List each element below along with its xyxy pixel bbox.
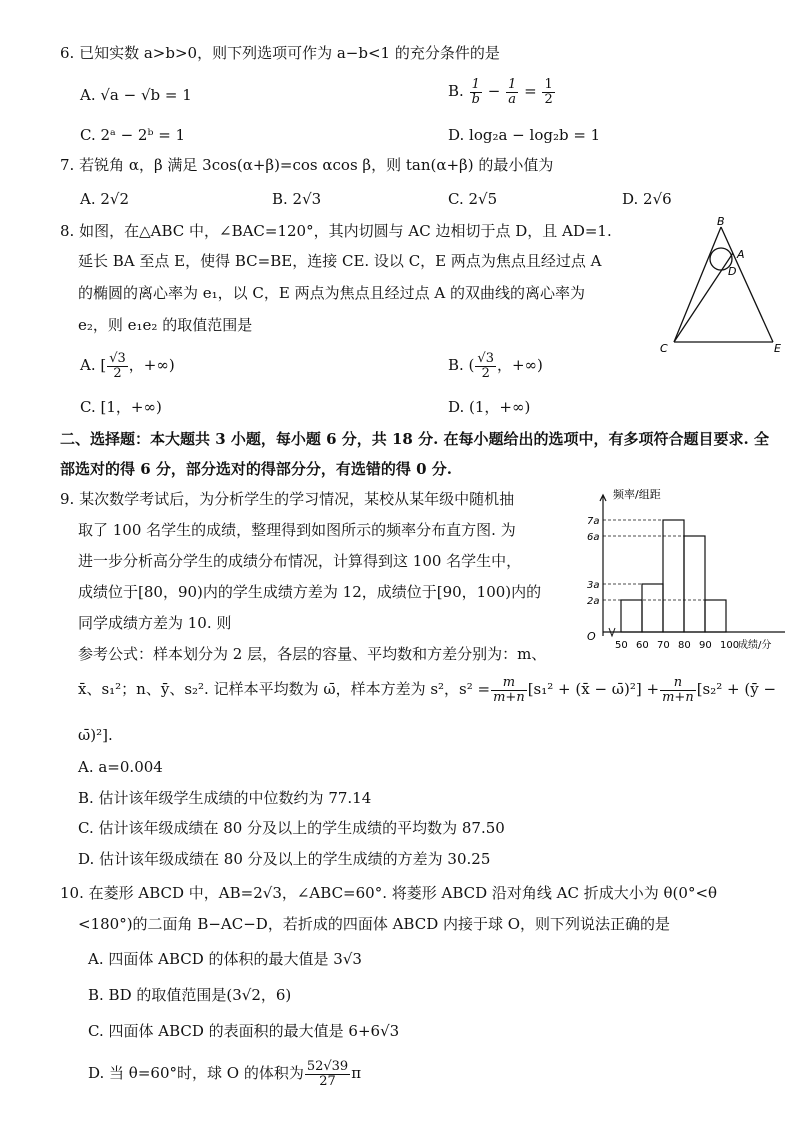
histogram-axes — [600, 495, 785, 636]
q6-option-a: A. √a − √b = 1 — [80, 86, 192, 104]
q9-line-7: x̄、s₁²；n、ȳ、s₂². 记样本平均数为 ω̄，样本方差为 s²，s² = $\frac{m}{m+n}$ [s₁² + (x̄ − ω̄)²] + $\frac{n}{m+n}$ [s₂² + (ȳ − — [78, 675, 777, 705]
histogram-bar — [663, 520, 684, 632]
histogram-bar — [642, 584, 663, 632]
q10-line-2: <180°)的二面角 B−AC−D，若折成的四面体 ABCD 内接于球 O，则下列说法正确的是 — [78, 915, 671, 933]
histogram-bars — [621, 520, 726, 632]
histogram-bar — [621, 600, 642, 632]
q10-option-a: A. 四面体 ABCD 的体积的最大值是 3√3 — [88, 950, 362, 968]
q8-option-b: B. ( $\frac{√3}{2}$ ，+∞) — [448, 351, 543, 381]
q10-option-b: B. BD 的取值范围是(3√2，6) — [88, 986, 292, 1004]
q7-stem: 7. 若锐角 α，β 满足 3cos(α+β)=cos αcos β，则 tan(α+β) 的最小值为 — [60, 156, 554, 174]
label-b: B — [717, 215, 725, 228]
segment-be — [721, 227, 773, 342]
q9-option-b: B. 估计该年级学生成绩的中位数约为 77.14 — [78, 789, 372, 807]
section2-line-2: 部选对的得 6 分，部分选对的得部分分，有选错的得 0 分. — [60, 460, 452, 478]
y-tick-label: 6a — [587, 532, 600, 543]
section2-line-1: 二、选择题：本大题共 3 小题，每小题 6 分，共 18 分. 在每小题给出的选项中，有多项符合题目要求. 全 — [60, 430, 769, 448]
q8-line-1: 8. 如图，在△ABC 中，∠BAC=120°，其内切圆与 AC 边相切于点 D，且 AD=1. — [60, 222, 612, 240]
q10-option-c: C. 四面体 ABCD 的表面积的最大值是 6+6√3 — [88, 1022, 400, 1040]
q8-option-d: D. (1，+∞) — [448, 398, 531, 416]
x-tick-label: 100 — [720, 640, 740, 651]
q8-line-2: 延长 BA 至点 E，使得 BC=BE，连接 CE. 设以 C，E 两点为焦点且经过点 A — [78, 252, 602, 270]
q8-line-4: e₂，则 e₁e₂ 的取值范围是 — [78, 316, 253, 334]
q8-option-c: C. [1，+∞) — [80, 398, 162, 416]
q9-option-d: D. 估计该年级成绩在 80 分及以上的学生成绩的方差为 30.25 — [78, 850, 491, 868]
q9-line-5: 同学成绩方差为 10. 则 — [78, 614, 232, 632]
segment-ca — [674, 253, 733, 342]
x-tick-label: 80 — [678, 640, 691, 651]
q10-line-1: 10. 在菱形 ABCD 中，AB=2√3，∠ABC=60°. 将菱形 ABCD 沿对角线 AC 折成大小为 θ(0°<θ — [60, 884, 718, 902]
q10-option-d: D. 当 θ=60°时，球 O 的体积为 $\frac{52√39}{27}$ π — [88, 1059, 362, 1089]
y-tick-label: 7a — [587, 516, 600, 527]
q8-triangle-figure — [650, 215, 790, 355]
histogram-labels — [587, 487, 771, 651]
q7-option-b: B. 2√3 — [272, 190, 322, 208]
q9-option-a: A. a=0.004 — [78, 758, 163, 776]
q9-line-6: 参考公式：样本划分为 2 层，各层的容量、平均数和方差分别为：m、 — [78, 645, 547, 663]
label-d: D — [728, 265, 737, 278]
x-tick-label: 90 — [699, 640, 712, 651]
y-tick-label: 2a — [587, 596, 600, 607]
q8-line-3: 的椭圆的离心率为 e₁，以 C，E 两点为焦点且经过点 A 的双曲线的离心率为 — [78, 284, 585, 302]
segment-bc — [674, 227, 721, 342]
origin-label: O — [587, 630, 596, 643]
q9-histogram — [585, 484, 790, 664]
q9-line-4: 成绩位于[80，90)内的学生成绩方差为 12，成绩位于[90，100)内的 — [78, 583, 542, 601]
histogram-bar — [705, 600, 726, 632]
q6-option-c: C. 2ᵃ − 2ᵇ = 1 — [80, 126, 186, 144]
q9-line-8: ω̄)²]. — [78, 726, 113, 744]
label-e: E — [774, 342, 781, 355]
q9-option-c: C. 估计该年级成绩在 80 分及以上的学生成绩的平均数为 87.50 — [78, 819, 505, 837]
q6-option-b: B. $\frac{1}{b}$ − $\frac{1}{a}$ = $\frac{1}{2}$ — [448, 77, 553, 107]
q8-option-a: A. [ $\frac{√3}{2}$ ，+∞) — [80, 351, 175, 381]
q6-option-d: D. log₂a − log₂b = 1 — [448, 126, 601, 144]
label-a: A — [737, 248, 745, 261]
y-tick-label: 3a — [587, 580, 600, 591]
q6-stem: 6. 已知实数 a>b>0，则下列选项可作为 a−b<1 的充分条件的是 — [60, 44, 500, 62]
q7-option-d: D. 2√6 — [622, 190, 672, 208]
q9-line-2: 取了 100 名学生的成绩，整理得到如图所示的频率分布直方图. 为 — [78, 521, 516, 539]
q7-option-a: A. 2√2 — [80, 190, 130, 208]
q7-option-c: C. 2√5 — [448, 190, 498, 208]
x-axis-label: 成绩/分 — [738, 640, 772, 651]
label-c: C — [660, 342, 668, 355]
x-tick-label: 60 — [636, 640, 649, 651]
q9-line-1: 9. 某次数学考试后，为分析学生的学习情况，某校从某年级中随机抽 — [60, 490, 515, 508]
x-tick-label: 70 — [657, 640, 670, 651]
histogram-bar — [684, 536, 705, 632]
x-tick-label: 50 — [615, 640, 628, 651]
q9-line-3: 进一步分析高分学生的成绩分布情况，计算得到这 100 名学生中， — [78, 552, 522, 570]
y-axis-label: 频率/组距 — [613, 488, 661, 501]
